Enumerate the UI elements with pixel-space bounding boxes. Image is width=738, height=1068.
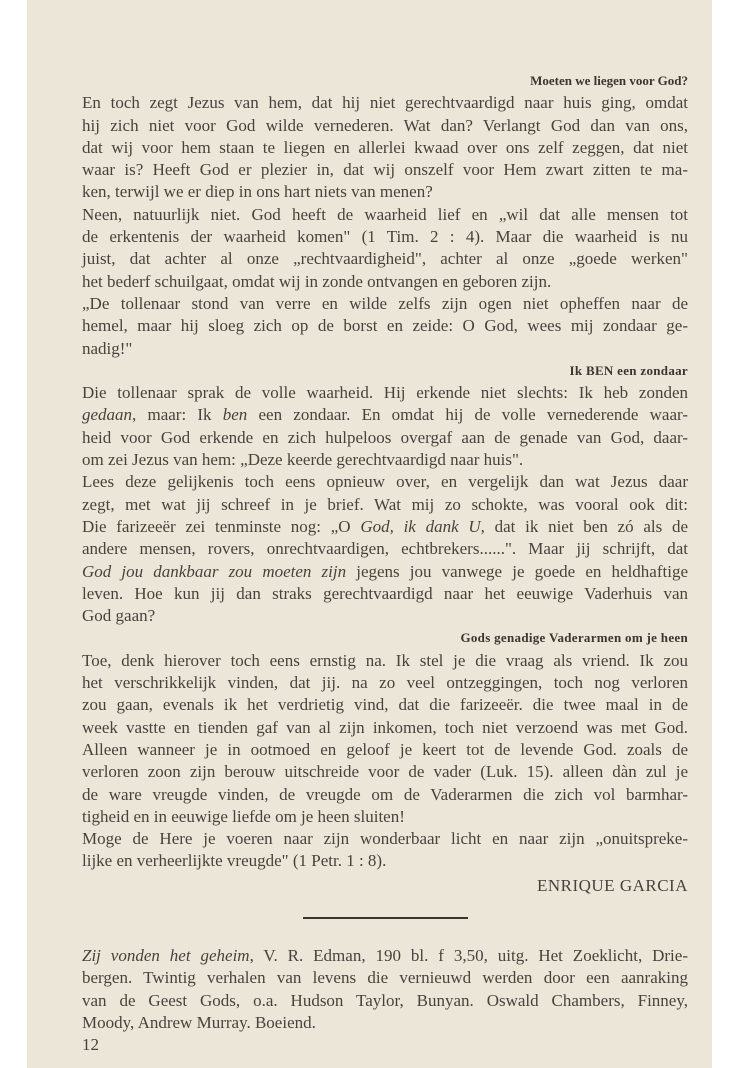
section-heading: Ik BEN een zondaar <box>569 362 688 378</box>
text-line: dat wij voor hem staan te liegen en allerlei kwaad over ons zelf zeggen, dat niet <box>82 137 688 157</box>
text-line: Moge de Here je voeren naar zijn wonderbaar licht en naar zijn „onuitspreke- <box>82 829 688 849</box>
text-line: God gaan? <box>82 606 156 626</box>
text-line: Toe, denk hierover toch eens ernstig na. Ik stel je die vraag als vriend. Ik zou <box>82 650 688 670</box>
text-line <box>82 404 688 426</box>
paragraph <box>82 293 688 360</box>
text-segment: , maar: Ik <box>132 405 223 425</box>
italic-text-segment: God, ik dank U <box>360 516 481 536</box>
text-segment: jegens jou vanwege je goede en heldhaftige <box>346 561 688 581</box>
text-line: hemel, maar hij sloeg zich op de borst en zeide: O God, wees mij zondaar ge- <box>82 316 688 336</box>
text-line: Lees deze gelijkenis toch eens opnieuw over, en vergelijk dan wat Jezus daar <box>82 472 688 492</box>
paragraph <box>82 828 688 873</box>
text-line: bergen. Twintig verhalen van levens die vernieuwd werden door een aanraking <box>82 968 688 988</box>
paragraph <box>82 382 688 471</box>
book-page <box>27 0 712 1068</box>
paragraph <box>82 92 688 203</box>
author-signature: ENRIQUE GARCIA <box>536 875 688 895</box>
text-segment: Die farizeeër zei tenminste nog: „O <box>82 516 361 536</box>
text-line: lijke en verheerlijkte vreugde" (1 Petr. 1 : 8). <box>82 851 387 871</box>
text-line: zegt, met wat jij schreef in je brief. Wat mij zo schokte, was vooral ook dit: <box>82 494 688 514</box>
text-line: „De tollenaar stond van verre en wilde zelfs zijn ogen niet opheffen naar de <box>82 293 688 313</box>
text-line: En toch zegt Jezus van hem, dat hij niet gerechtvaardigd naar huis ging, omdat <box>82 93 688 113</box>
page-number: 12 <box>82 1035 99 1055</box>
text-line: waar is? Heeft God er plezier in, dat wij onszelf voor Hem zwart zitten te ma- <box>82 160 688 180</box>
text-segment: , V. R. Edman, 190 bl. f 3,50, uitg. Het Zoeklicht, Drie- <box>249 945 688 965</box>
text-line <box>82 516 688 538</box>
text-line <box>82 561 688 583</box>
italic-text-segment: God jou dankbaar zou moeten zijn <box>82 561 347 581</box>
text-line: het bederf schuilgaat, omdat wij in zonde ontvangen en geboren zijn. <box>82 271 552 291</box>
paragraph <box>82 650 688 828</box>
italic-text-segment: Zij vonden het geheim <box>82 945 250 965</box>
text-line: andere mensen, rovers, onrechtvaardigen, echtbrekers......". Maar jij schrijft, dat <box>82 539 688 559</box>
text-line: tigheid en in eeuwige liefde om je heen sluiten! <box>82 806 405 826</box>
text-line: verloren zoon zijn berouw uitschreide voor de vader (Luk. 15). alleen dàn zul je <box>82 762 688 782</box>
text-line: van de Geest Gods, o.a. Hudson Taylor, Bunyan. Oswald Chambers, Finney, <box>82 990 688 1010</box>
text-line: het verschrikkelijk vinden, dat jij. na zo veel ontzeggingen, toch nog verloren <box>82 673 688 693</box>
paragraph <box>82 471 688 627</box>
text-segment: een zondaar. En omdat hij de volle vernederende waar- <box>247 405 689 425</box>
text-line: hij zich niet voor God wilde vernederen. Wat dan? Verlangt God dan van ons, <box>82 115 688 135</box>
text-line: leven. Hoe kun jij dan straks gerechtvaardigd naar het eeuwige Vaderhuis van <box>82 583 688 603</box>
article-body <box>82 92 688 872</box>
text-line: Moody, Andrew Murray. Boeiend. <box>82 1012 316 1032</box>
text-line: juist, dat achter al onze „rechtvaardigheid", achter al onze „goede werken" <box>82 249 688 269</box>
running-head: Moeten we liegen voor God? <box>530 73 688 88</box>
text-line: ken, terwijl we er diep in ons hart niets van menen? <box>82 182 433 202</box>
text-line <box>82 945 688 967</box>
italic-text-segment: ben <box>222 405 248 425</box>
section-divider <box>303 917 468 919</box>
text-line: de erkentenis der waarheid komen" (1 Tim. 2 : 4). Maar die waarheid is nu <box>82 227 688 247</box>
text-line: week vastte en tienden gaf van al zijn inkomen, toch niet verzoend was met God. <box>82 717 688 737</box>
text-line: Alleen wanneer je in ootmoed en geloof je keert tot de levende God. zoals de <box>82 739 688 759</box>
text-column <box>82 70 688 1056</box>
text-line: zou gaan, evenals ik het verdrietig vind, dat die farizeeër. die twee maal in de <box>82 695 688 715</box>
paragraph <box>82 204 688 293</box>
text-line: Neen, natuurlijk niet. God heeft de waarheid lief en „wil dat alle mensen tot <box>82 204 688 224</box>
section-heading: Gods genadige Vaderarmen om je heen <box>460 630 688 646</box>
text-line: nadig!" <box>82 338 133 358</box>
text-line: heid voor God erkende en zich hulpeloos overgaf aan de genade van God, daar- <box>82 427 688 447</box>
text-line: Die tollenaar sprak de volle waarheid. Hij erkende niet slechts: Ik heb zonden <box>82 383 688 403</box>
text-line: om zei Jezus van hem: „Deze keerde gerechtvaardigd naar huis". <box>82 450 524 470</box>
text-segment: , dat ik niet ben zó als de <box>480 516 689 536</box>
book-review <box>82 945 688 1034</box>
italic-text-segment: gedaan <box>82 405 133 425</box>
text-line: de ware vreugde vinden, de vreugde om de Vaderarmen die zich vol barmhar- <box>82 784 688 804</box>
